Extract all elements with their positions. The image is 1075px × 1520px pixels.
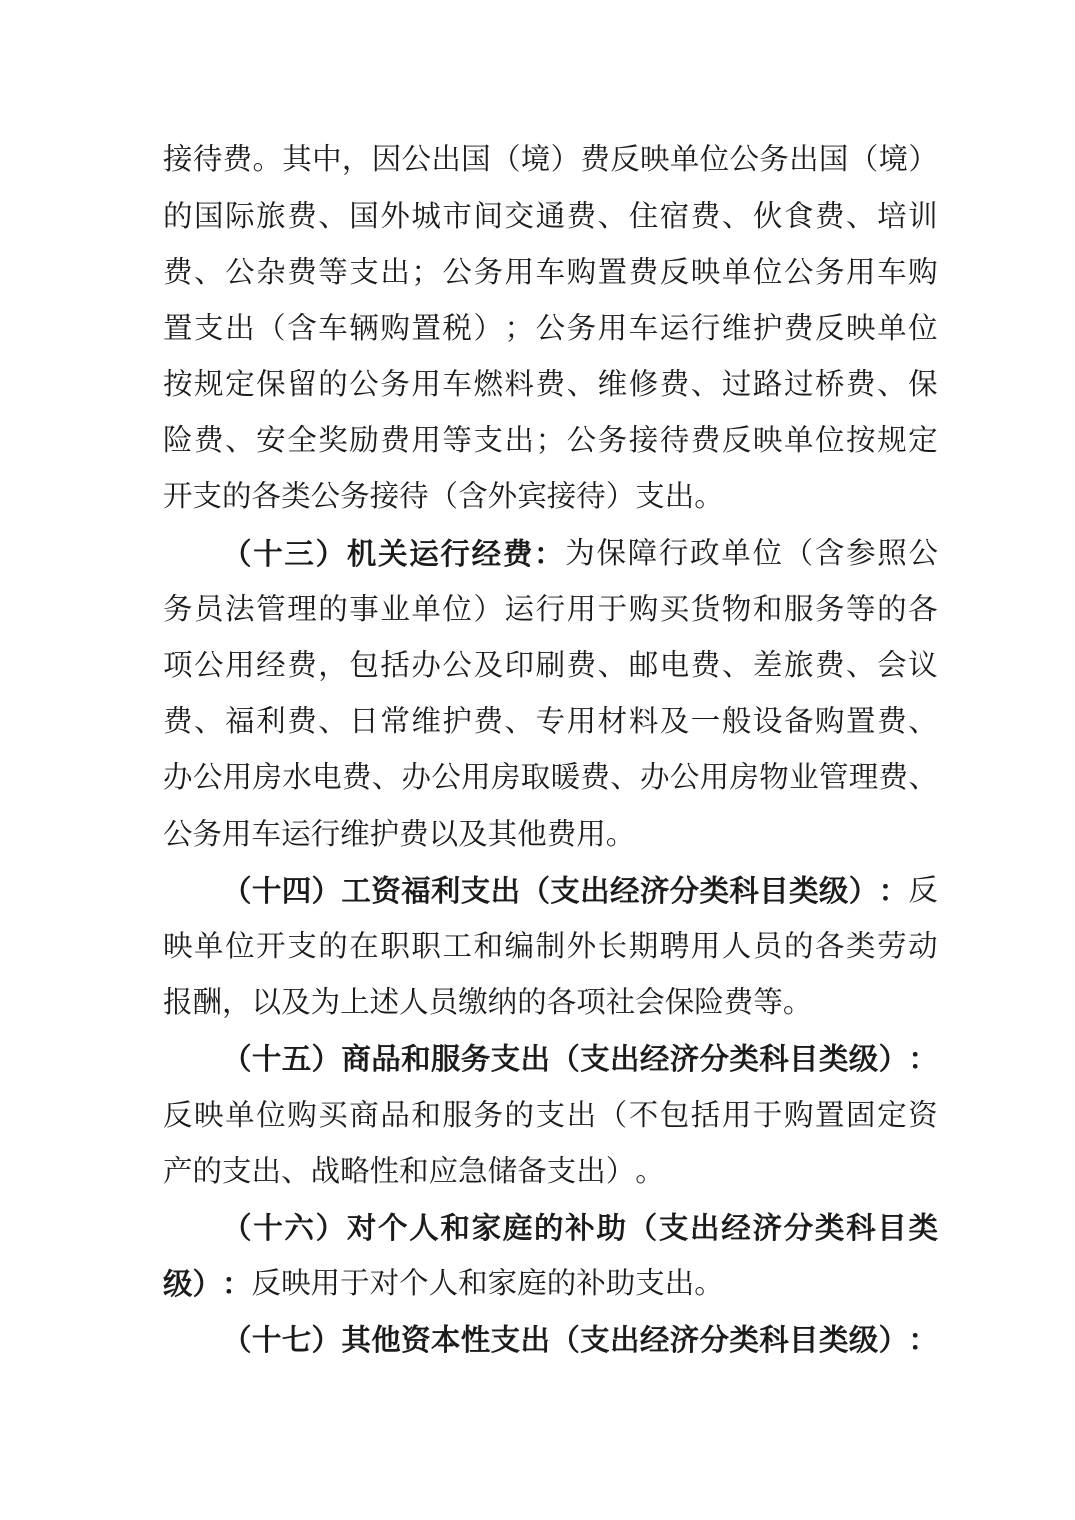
text-line: 费 、 公 杂 费 等 支 出 ； 公 务 用 车 购 置 费 反 映 单 位 公 务 用 车 购 — [163, 254, 938, 289]
text-line: （ 十 三 ） 机 关 运 行 经 费 ： 为 保 障 行 政 单 位 （ 含 参 照 公 — [222, 535, 938, 571]
text-line: 费 、 福 利 费 、 日 常 维 护 费 、 专 用 材 料 及 一 般 设 备 购 置 费 、 — [163, 704, 938, 739]
text-line: 映 单 位 开 支 的 在 职 职 工 和 编 制 外 长 期 聘 用 人 员 的 各 类 劳 动 — [163, 928, 938, 963]
text-line: 公 务 用 车 运 行 维 护 费 以 及 其 他 费 用 。 — [163, 816, 636, 851]
text-line: 险 费 、 安 全 奖 励 费 用 等 支 出 ； 公 务 接 待 费 反 映 单 位 按 规 定 — [163, 423, 938, 458]
text-line: 项 公 用 经 费 ， 包 括 办 公 及 印 刷 费 、 邮 电 费 、 差 旅 费 、 会 议 — [163, 648, 938, 683]
text-line: （ 十 五 ） 商 品 和 服 务 支 出 （ 支 出 经 济 分 类 科 目 类 级 ） ： — [222, 1041, 938, 1077]
text-line: 开 支 的 各 类 公 务 接 待 （ 含 外 宾 接 待 ） 支 出 。 — [163, 479, 724, 514]
text-line: （ 十 七 ） 其 他 资 本 性 支 出 （ 支 出 经 济 分 类 科 目 类 级 ） ： — [222, 1322, 938, 1358]
text-line: 置 支 出 （ 含 车 辆 购 置 税 ） ； 公 务 用 车 运 行 维 护 费 反 映 单 位 — [163, 310, 938, 345]
text-line: 务 员 法 管 理 的 事 业 单 位 ） 运 行 用 于 购 买 货 物 和 服 务 等 的 各 — [163, 591, 938, 626]
text-line: （ 十 四 ） 工 资 福 利 支 出 （ 支 出 经 济 分 类 科 目 类 级 ） ： 反 — [222, 872, 938, 908]
text-block — [163, 132, 938, 1368]
text-line: 按 规 定 保 留 的 公 务 用 车 燃 料 费 、 维 修 费 、 过 路 过 桥 费 、 保 — [163, 367, 938, 402]
text-line: （ 十 六 ） 对 个 人 和 家 庭 的 补 助 （ 支 出 经 济 分 类 科 目 类 — [222, 1209, 938, 1245]
text-line: 办 公 用 房 水 电 费 、 办 公 用 房 取 暖 费 、 办 公 用 房 物 业 管 理 费 、 — [163, 760, 938, 795]
text-line: 产 的 支 出 、 战 略 性 和 应 急 储 备 支 出 ） 。 — [163, 1153, 665, 1188]
text-line: 报 酬 ， 以 及 为 上 述 人 员 缴 纳 的 各 项 社 会 保 险 费 等 。 — [163, 985, 813, 1020]
text-line: 接 待 费 。 其 中 ， 因 公 出 国 （ 境 ） 费 反 映 单 位 公 务 出 国 （ 境 ） — [163, 142, 938, 177]
text-line: 反 映 单 位 购 买 商 品 和 服 务 的 支 出 （ 不 包 括 用 于 购 置 固 定 资 — [163, 1097, 938, 1132]
text-line: 的 国 际 旅 费 、 国 外 城 市 间 交 通 费 、 住 宿 费 、 伙 食 费 、 培 训 — [163, 198, 938, 233]
text-line: 级 ） ： 反 映 用 于 对 个 人 和 家 庭 的 补 助 支 出 。 — [163, 1266, 724, 1302]
